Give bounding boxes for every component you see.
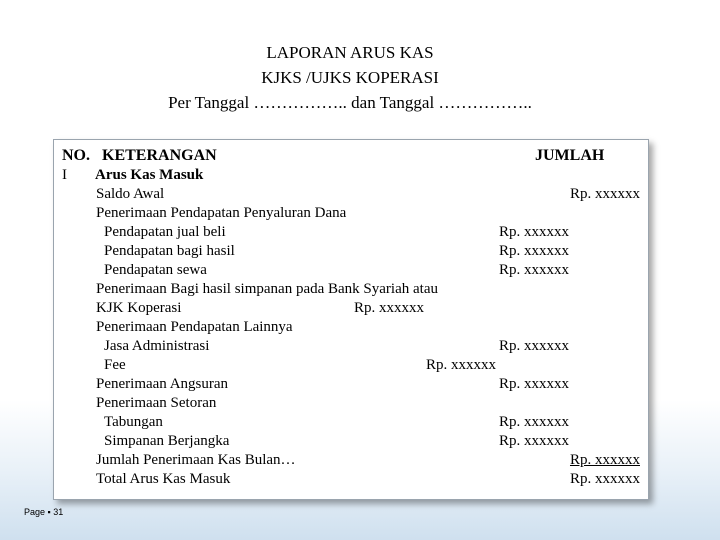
subtotal-amount: Rp. xxxxxx — [569, 452, 640, 468]
row-label: Penerimaan Pendapatan Penyaluran Dana — [96, 205, 347, 221]
section-number: I — [62, 167, 67, 183]
row-amount: Rp. xxxxxx — [498, 262, 569, 278]
row-label: Pendapatan sewa — [104, 262, 207, 278]
row-amount: Rp. xxxxxx — [498, 433, 569, 449]
row-amount: Rp. xxxxxx — [498, 243, 569, 259]
cash-flow-table — [53, 139, 649, 500]
row-amount: Rp. xxxxxx — [498, 414, 569, 430]
row-amount: Rp. xxxxxx — [425, 357, 496, 373]
subtotal-label: Jumlah Penerimaan Kas Bulan… — [96, 452, 296, 468]
row-label: Pendapatan jual beli — [104, 224, 226, 240]
column-header-keterangan: KETERANGAN — [102, 147, 217, 164]
row-amount: Rp. xxxxxx — [569, 186, 640, 202]
report-title: LAPORAN ARUS KAS — [266, 43, 434, 62]
total-amount: Rp. xxxxxx — [569, 471, 640, 487]
row-label: Fee — [104, 357, 126, 373]
page-number: Page ▪ 31 — [24, 507, 64, 517]
row-label: Jasa Administrasi — [104, 338, 210, 354]
row-amount: Rp. xxxxxx — [498, 338, 569, 354]
row-label: Penerimaan Pendapatan Lainnya — [96, 319, 293, 335]
row-label: Penerimaan Bagi hasil simpanan pada Bank Syariah atau — [96, 281, 438, 297]
row-label: Penerimaan Angsuran — [96, 376, 229, 392]
row-label: Saldo Awal — [96, 186, 165, 202]
row-label: Penerimaan Setoran — [96, 395, 217, 411]
row-amount: Rp. xxxxxx — [498, 376, 569, 392]
report-subtitle: KJKS /UJKS KOPERASI — [261, 68, 439, 87]
row-label: Tabungan — [104, 414, 163, 430]
row-amount: Rp. xxxxxx — [353, 300, 424, 316]
row-amount: Rp. xxxxxx — [498, 224, 569, 240]
row-label: Pendapatan bagi hasil — [104, 243, 235, 259]
column-header-jumlah: JUMLAH — [535, 147, 605, 164]
row-label: KJK Koperasi — [96, 300, 182, 316]
row-label: Simpanan Berjangka — [104, 433, 230, 449]
section-title: Arus Kas Masuk — [95, 167, 204, 183]
report-date-line: Per Tanggal …………….. dan Tanggal …………….. — [168, 93, 532, 112]
column-header-no: NO. — [62, 147, 90, 164]
total-label: Total Arus Kas Masuk — [96, 471, 231, 487]
